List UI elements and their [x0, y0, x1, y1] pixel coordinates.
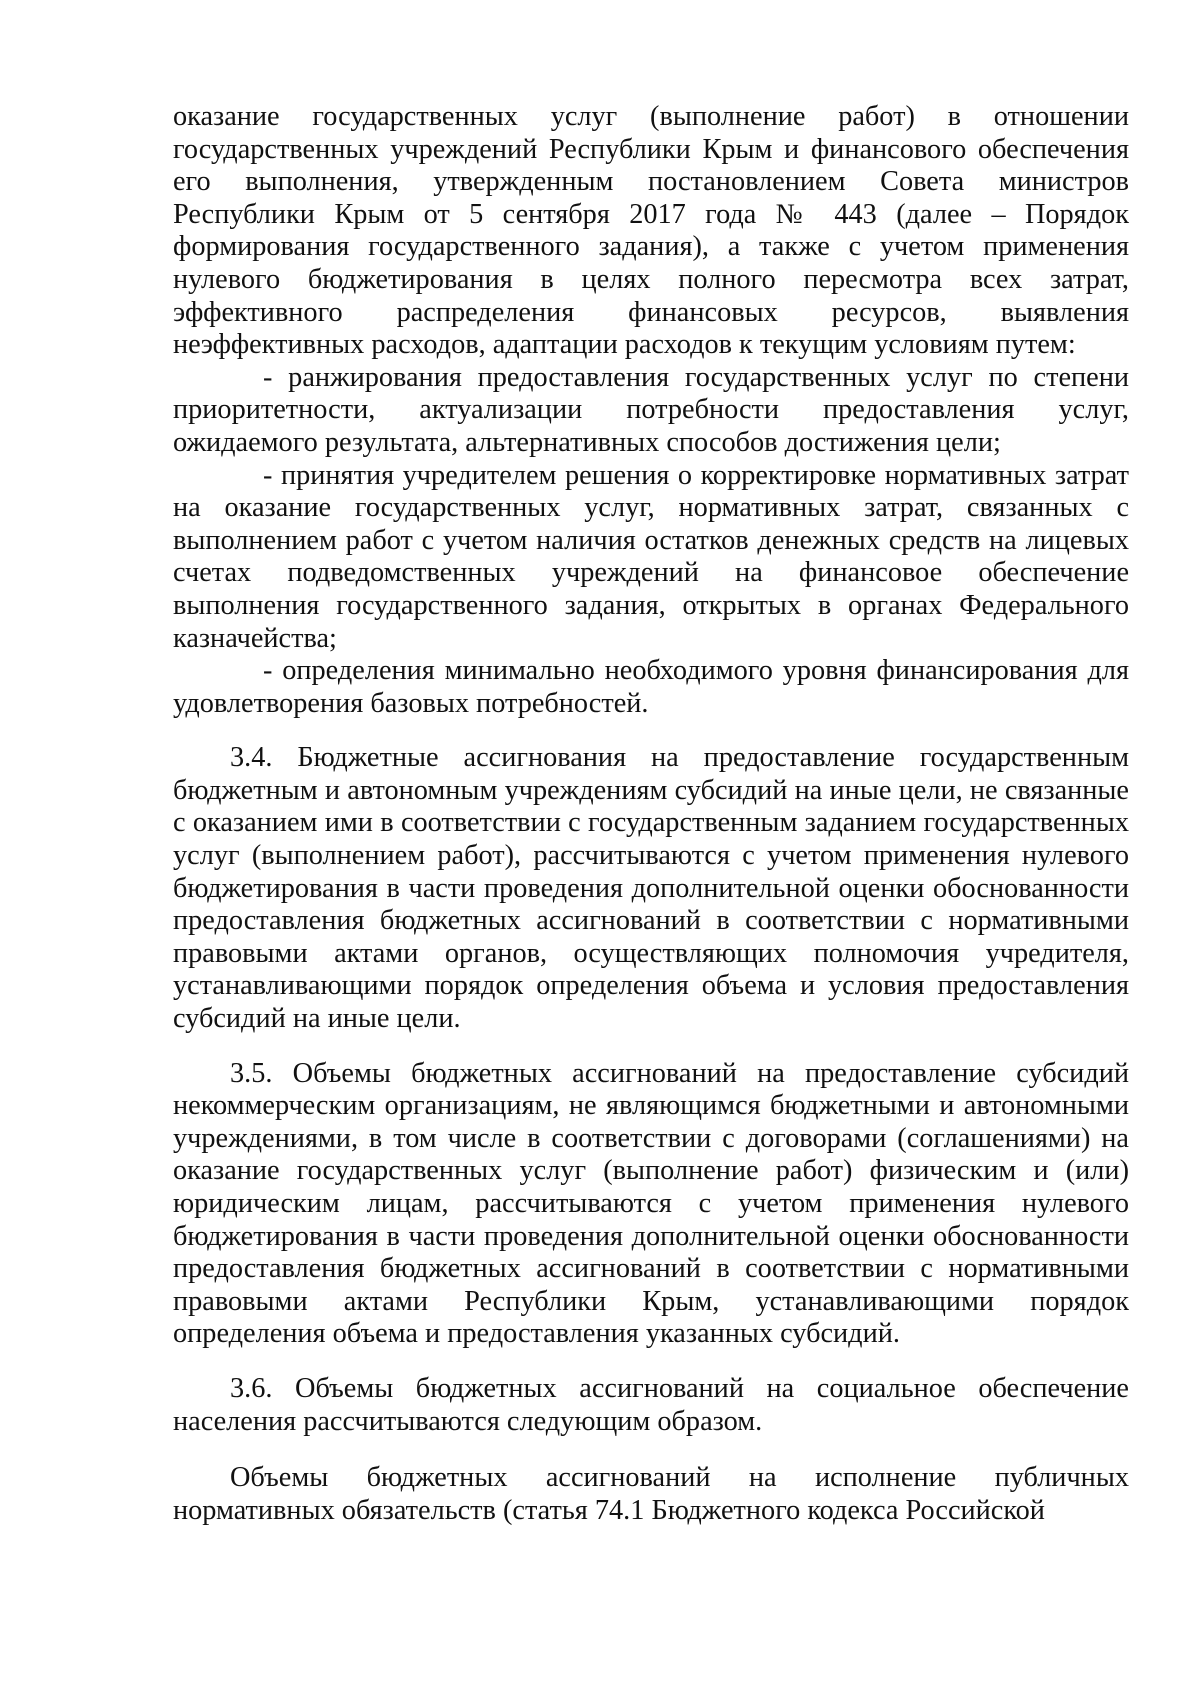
bullet-minimum-funding: - определения минимально необходимого уровня финансирования для удовлетворения базовых потребностей.: [173, 655, 1129, 719]
paragraph-spacer: [173, 1351, 1129, 1373]
final-paragraph: Объемы бюджетных ассигнований на исполнение публичных нормативных обязательств (статья 74.1 Бюджетного кодекса Российской: [173, 1462, 1129, 1526]
bullet-ranking: - ранжирования предоставления государственных услуг по степени приоритетности, актуализации потребности предоставления услуг, ожидаемого результата, альтернативных способов достижения цели;: [173, 361, 1129, 458]
intro-paragraph: оказание государственных услуг (выполнение работ) в отношении государственных учреждений Республики Крым и финансового обеспечения его выполнения, утвержденным постановлением Совета министров Республики Крым от 5 сентября 2017 года № 443 (далее – Порядок формирования государственного задания), а также с учетом применения нулевого бюджетирования в целях полного пересмотра всех затрат, эффективного распределения финансовых ресурсов, выявления неэффективных расходов, адаптации расходов к текущим условиям путем:: [173, 101, 1129, 361]
paragraph-spacer: [173, 1036, 1129, 1058]
section-3-6: 3.6. Объемы бюджетных ассигнований на социальное обеспечение населения рассчитываются следующим образом.: [173, 1372, 1129, 1437]
section-3-4: 3.4. Бюджетные ассигнования на предоставление государственным бюджетным и автономным учреждениям субсидий на иные цели, не связанные с оказанием ими в соответствии с государственным заданием государственных услуг (выполнением работ), рассчитываются с учетом применения нулевого бюджетирования в части проведения дополнительной оценки обоснованности предоставления бюджетных ассигнований в соответствии с нормативными правовыми актами органов, осуществляющих полномочия учредителя, устанавливающими порядок определения объема и условия предоставления субсидий на иные цели.: [173, 742, 1129, 1035]
document-body: [173, 101, 1129, 1527]
paragraph-spacer: [173, 720, 1129, 742]
paragraph-spacer: [173, 1438, 1129, 1462]
section-3-5: 3.5. Объемы бюджетных ассигнований на предоставление субсидий некоммерческим организациям, не являющимся бюджетными и автономными учреждениями, в том числе в соответствии с договорами (соглашениями) на оказание государственных услуг (выполнение работ) физическим и (или) юридическим лицам, рассчитываются с учетом применения нулевого бюджетирования в части проведения дополнительной оценки обоснованности предоставления бюджетных ассигнований в соответствии с нормативными правовыми актами Республики Крым, устанавливающими порядок определения объема и предоставления указанных субсидий.: [173, 1057, 1129, 1350]
bullet-founder-decision: - принятия учредителем решения о корректировке нормативных затрат на оказание государственных услуг, нормативных затрат, связанных с выполнением работ с учетом наличия остатков денежных средств на лицевых счетах подведомственных учреждений на финансовое обеспечение выполнения государственного задания, открытых в органах Федерального казначейства;: [173, 459, 1129, 654]
